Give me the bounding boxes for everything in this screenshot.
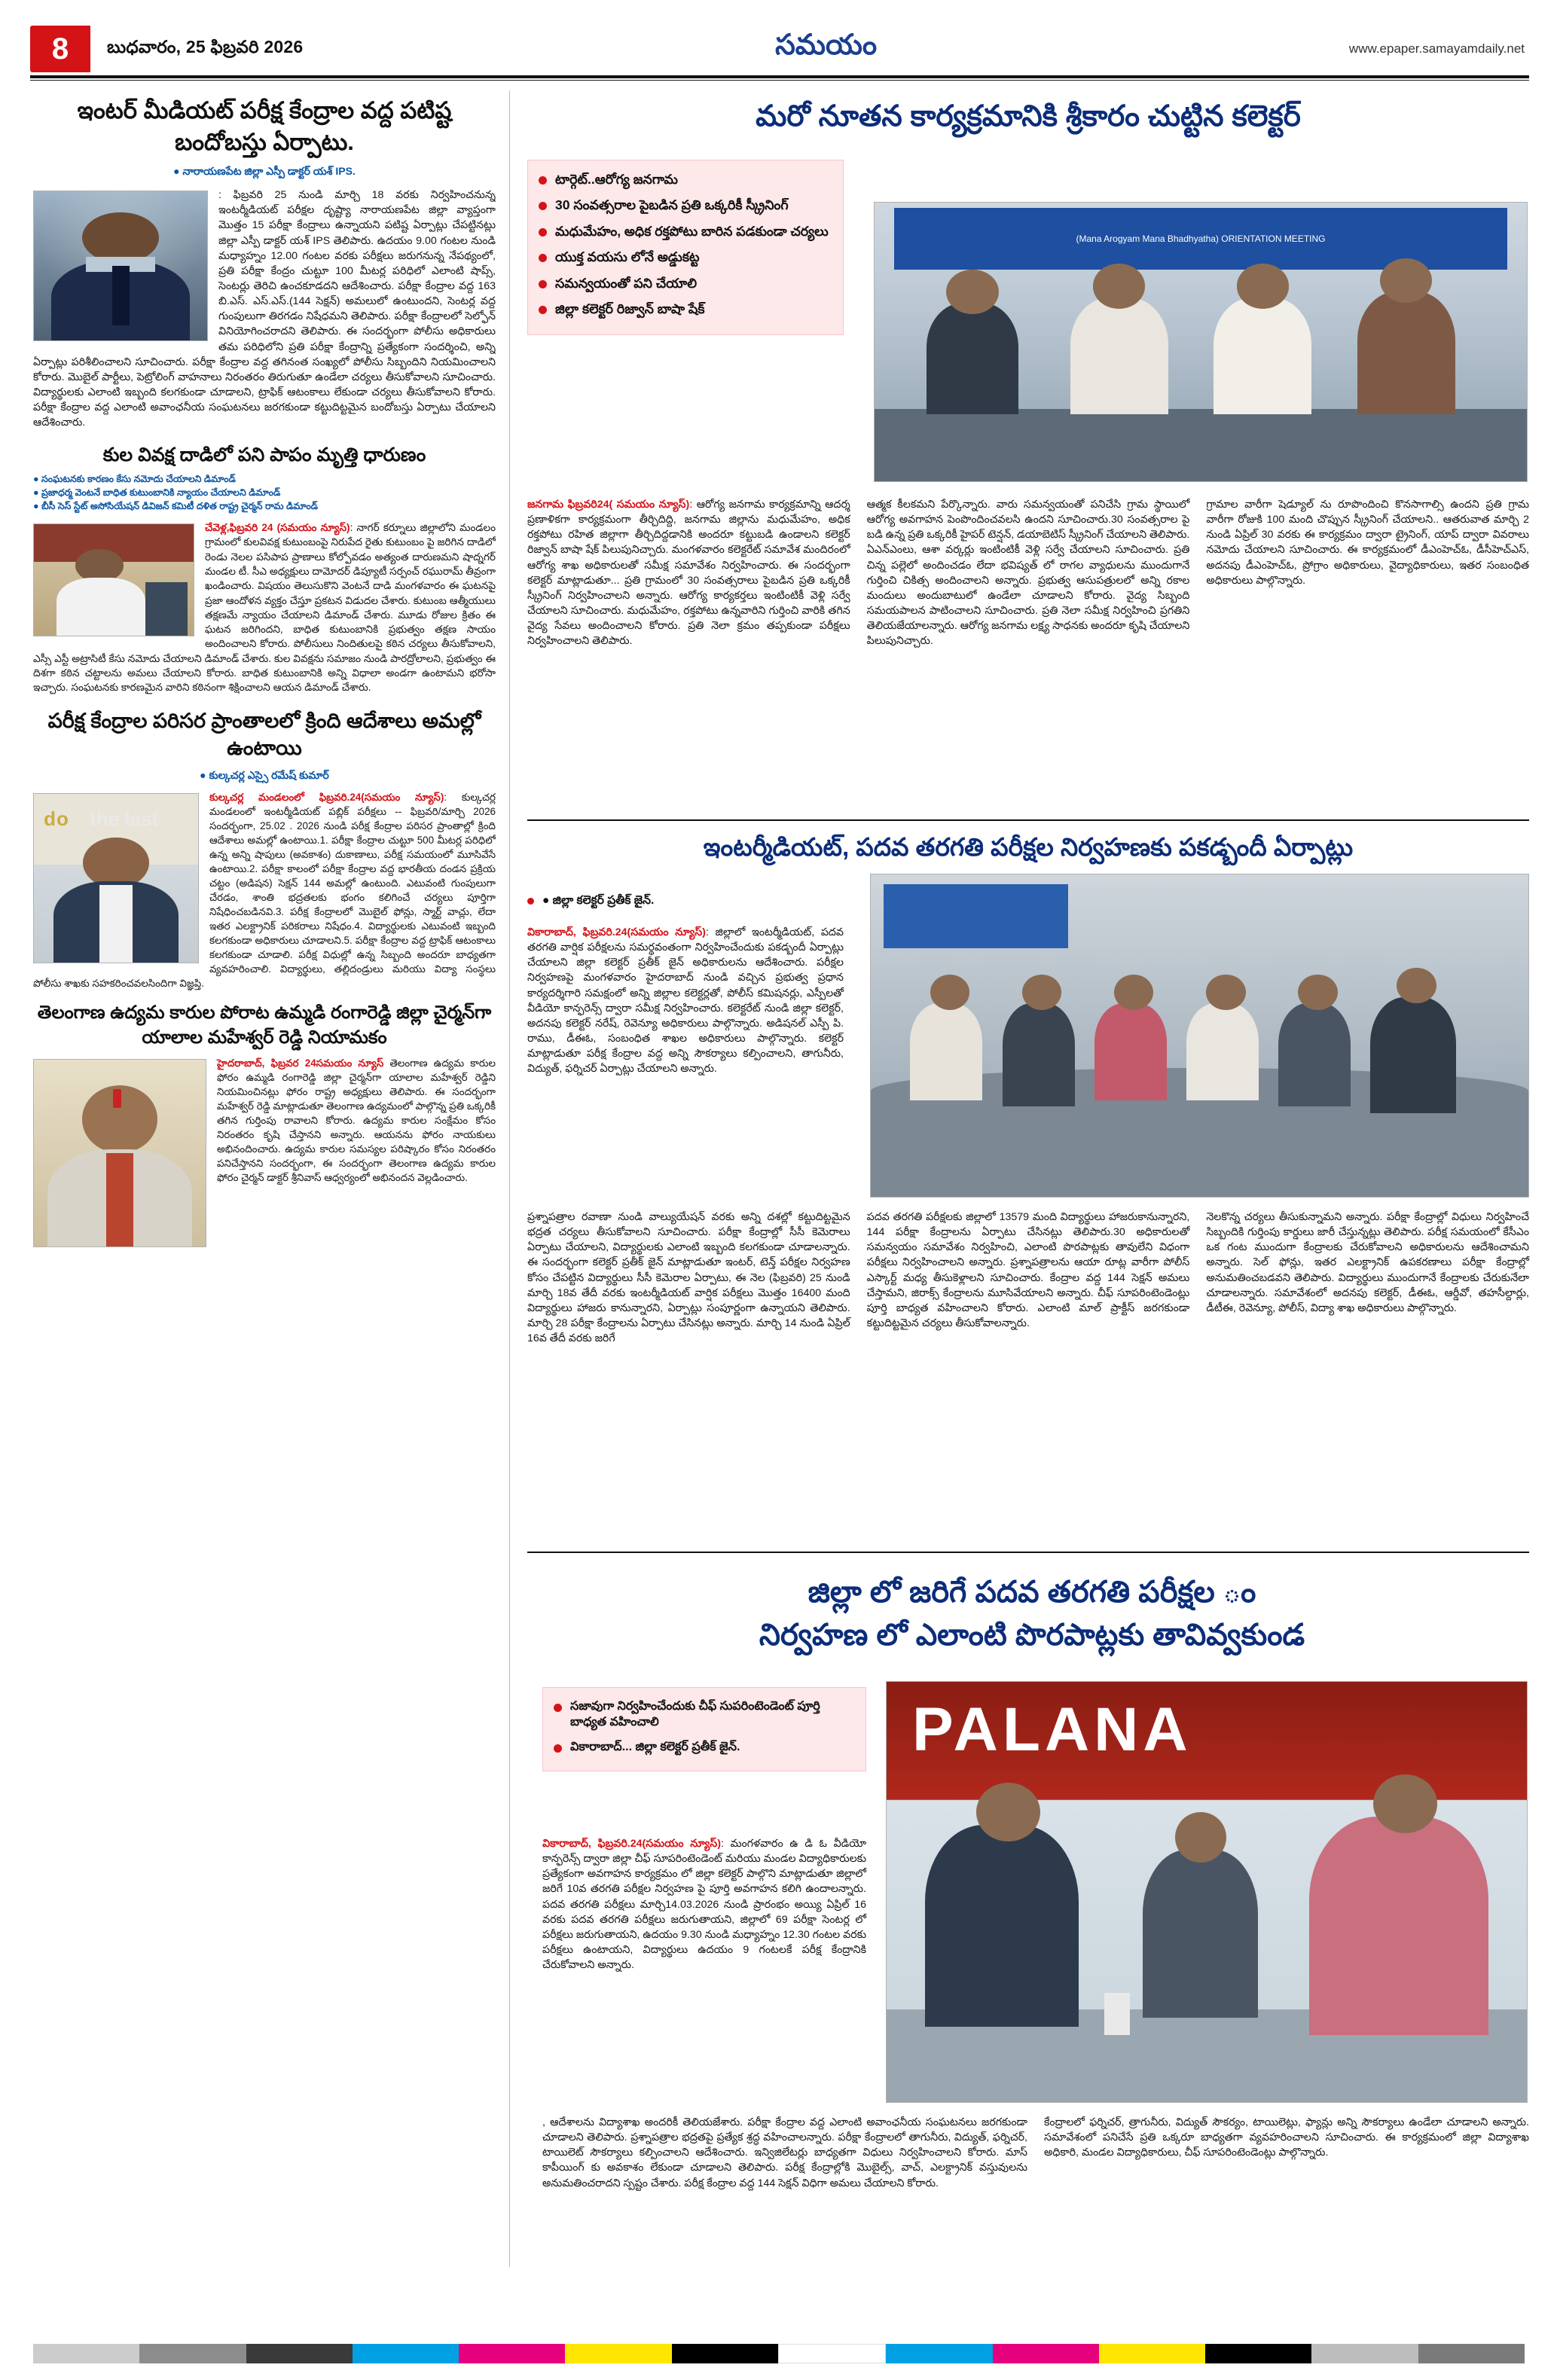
story1-body: : ఫిబ్రవరి 25 నుండి మార్చి 18 వరకు నిర్వహించనున్న ఇంటర్మీడియట్ పరీక్షల దృష్ట్యా నారాయణపేట జిల్లా వ్యాప్తంగా మొత్తం 15 పరీక్షా కేంద్రాలు ఉన్నాయని పటిష్ట ఏర్పాట్లు చేపట్టినట్లు జిల్లా ఎస్పీ డాక్టర్ యశ్ IPS తెలిపారు. ఉదయం 9.00 గంటల నుండి మధ్యాహ్నం 12.00 గంటల వరకు పరీక్షలు జరుగనున్న నేపథ్యంలో, ప్రతి పరీక్షా కేంద్రం చుట్టూ 100 మీటర్ల పరిధిలో ఎలాంటి షాప్స్, సెంటర్లు తెరిచి ఉంచకూడదని ఆదేశించారు. పరీక్షా కేంద్రాల వద్ద 163 బి.ఎస్. ఎస్.ఎస్.(144 సెక్షన్) అమలులో ఉంటుందని, సెంటర్ల వద్ద గుంపులుగా తిరగడం నిషేధమని తెలిపారు. పరీక్షా కేంద్రాలలో సెల్ఫోన్ వినియోగించరాదని తెలిపారు. ఈ సందర్భంగా పోలీసు అధికారులు తమ పరిధిలోని ప్రతి పరీక్షా కేంద్రాన్ని ప్రత్యేకంగా సందర్శించి, అన్ని ఏర్పాట్లు పరిశీలించాలని సూచించారు. పరీక్షా కేంద్రాల వద్ద తగినంత సంఖ్యలో పోలీసు సిబ్బందిని నియమించాలని కోరారు. మొబైల్ పార్టీలు, పెట్రోలింగ్ వాహనాలు నిరంతరం తిరుగుతూ ఉండేలా చర్యలు తీసుకోవాలని సూచించారు. విద్యార్థులకు ఎలాంటి ఇబ్బంది కలగకుండా చూడాలని, ట్రాఫిక్ ఆటంకాలు లేకుండా చర్యలు తీసుకోవాలని కోరారు. పరీక్షా కేంద్రాల వద్ద ఎలాంటి అవాంఛనీయ సంఘటనలు జరగకుండా కట్టుదిట్టమైన బందోబస్తు ఏర్పాటు చేయాలని ఆదేశించారు. xyxy=(33,189,496,429)
top-bullet-3: యుక్త వయసు లోనే అడ్డుకట్ట xyxy=(539,249,832,266)
story2-dateline: చేవెళ్ల,ఫిబ్రవరి 24 (సమయం న్యూస్) xyxy=(205,522,350,534)
bottom-story-bullets xyxy=(542,1687,866,1771)
bottom-bullet-1: వికారాబాద్... జిల్లా కలెక్టర్ ప్రతీక్ జైన్. xyxy=(554,1739,855,1755)
mid-story-dateline: వికారాబాద్, ఫిబ్రవరి.24(సమయం న్యూస్) xyxy=(527,926,706,938)
top-bullet-0: టార్గెట్..ఆరోగ్య జనగామ xyxy=(539,171,832,188)
top-story-text-1: : ఆరోగ్య జనగామ కార్యక్రమాన్ని ఆదర్శ ప్రణాళికగా కార్యక్రమంగా తీర్చిదిద్ది, జనగామ జిల్లాను మధుమేహం, అధిక రక్తపోటు రహిత జిల్లాగా తీర్చిదిద్దడానికి అందరూ కట్టుబడి ఉండాలని కలెక్టర్ రిజ్వాన్ బాషా షేక్ పిలుపునిచ్చారు. మంగళవారం కలెక్టరేట్ సమావేశ మందిరంలో ఆరోగ్య శాఖ అధికారులతో సమీక్ష సమావేశం నిర్వహించారు. ఈ సందర్భంగా కలెక్టర్ మాట్లాడుతూ... ప్రతి గ్రామంలో 30 సంవత్సరాలు పైబడిన ప్రతి ఒక్కరికీ స్క్రీనింగ్ నిర్వహించాలని అన్నారు. ఆరోగ్య కార్యకర్తలు ఇంటింటికీ వెళ్లి సర్వే చేయాలని సూచించారు. మధుమేహం, రక్తపోటు ఉన్నవారిని గుర్తించి వారికి తగిన వైద్య సేవలు అందించాలని కోరారు. ప్రతి నెలా క్రమం తప్పకుండా పరీక్షలు నిర్వహించాలని తెలిపారు. xyxy=(527,499,850,648)
mid-story-text-1: : జిల్లాలో ఇంటర్మీడియట్, పదవ తరగతి వార్షిక పరీక్షలను సమర్థవంతంగా నిర్వహించేందుకు పకడ్బందీ ఏర్పాట్లు చేయాలని జిల్లా కలెక్టర్ ప్రతీక్ జైన్ అధికారులను ఆదేశించారు. పరీక్షల నిర్వహణపై మంగళవారం హైదరాబాద్ నుండి వచ్చిన ప్రభుత్వ ప్రధాన కార్యదర్శిగారి సమక్షంలో అన్ని జిల్లాల కలెక్టర్లతో, పోలీస్ కమిషనర్లు, ఎస్పీలతో వీడియో కాన్ఫరెన్స్ ద్వారా సమీక్ష నిర్వహించారు. కలెక్టరేట్ నుండి జిల్లా కలెక్టర్, అదనపు కలెక్టర్ నరేష్, రెవెన్యూ అధికారులు పాల్గొన్నారు. అడిషనల్ ఎస్పీ పి. రాము, డీఈఓ, సంబంధిత శాఖల అధికారులు పాల్గొన్నారు. కలెక్టర్ మాట్లాడుతూ పరీక్ష కేంద్రాల వద్ద అన్ని సౌకర్యాలు కల్పించాలని, తాగునీరు, విద్యుత్, ఫర్నిచర్ ఏర్పాట్లు చేయాలని అన్నారు. xyxy=(527,926,844,1076)
photo-police-officer xyxy=(33,191,208,341)
top-story-dateline: జనగామ ఫిబ్రవరి24( సమయం న్యూస్) xyxy=(527,499,690,511)
story2-headline: కుల వివక్ష దాడిలో పని పాపం మృత్తి ధారుణం xyxy=(102,444,426,465)
top-bullet-5: జిల్లా కలెక్టర్ రిజ్వాన్ బాషా షేక్ xyxy=(539,301,832,318)
bottom-story-text-1: : మంగళవారం ఉ డి ఓ వీడియో కాన్ఫరెన్స్ ద్వారా జిల్లా చీఫ్ సూపరింటెండెంట్ మరియు మండల విద్యాధికారులకు ప్రత్యేకంగా అవగాహన కార్యక్రమం లో జిల్లా కలెక్టర్ పాల్గొని మాట్లాడుతూ జిల్లాలో జరిగే 10వ తరగతి పరీక్షల నిర్వహణ పై పూర్తి అవగాహన కలిగి ఉందాలన్నారు. పదవ తరగతి పరీక్షలు మార్చి14.03.2026 నుండి ప్రారంభం అయ్యి ఏప్రిల్ 16 వరకు పదవ తరగతి పరీక్షలు జరుగుతాయని, జిల్లాలో 69 పరీక్షా సెంటర్ల లో పరీక్షలు జరుగుతాయని, ఉదయం 9.30 నుండి మధ్యాహ్నం 12.30 గంటల వరకు పరీక్షలు ఉంటాయని, విద్యార్థులు ఉదయం 9 గంటలకే పరీక్ష కేంద్రానికి చేరుకోవాలని అన్నారు. xyxy=(542,1838,866,1972)
story3-headline: పరీక్ష కేంద్రాల పరిసర ప్రాంతాలలో క్రింది ఆదేశాలు అమల్లో ఉంటాయి xyxy=(47,709,481,759)
story3-byline: ● కుల్కచర్ల ఎస్సై రమేష్ కుమార్ xyxy=(200,768,329,781)
bottom-story-col2: , ఆదేశాలను విద్యాశాఖ అందరికీ తెలియజేశారు. పరీక్షా కేంద్రాల వద్ద ఎలాంటి అవాంఛనీయ సంఘటనలు జరగకుండా చూడాలని తెలిపారు. ప్రశ్నాపత్రాల భద్రతపై ప్రత్యేక శ్రద్ధ వహించాలన్నారు. పరీక్షా కేంద్రాలలో తాగునీరు, విద్యుత్, ఫర్నిచర్, టాయిలెట్ సౌకర్యాలు కల్పించాలని ఆదేశించారు. ఇన్విజిలేటర్లు బాధ్యతగా విధులు నిర్వహించాలని కోరారు. మాస్ కాపీయింగ్ కు అవకాశం లేకుండా చూడాలని తెలిపారు. పరీక్ష కేంద్రాల్లోకి మొబైల్స్, వాచ్, ఎలక్ట్రానిక్ వస్తువులను అనుమతించరాదని స్పష్టం చేశారు. పరీక్ష కేంద్రాల వద్ద 144 సెక్షన్ విధిగా అమలు చేయాలని కోరారు. xyxy=(542,2116,1027,2189)
bottom-story-dateline: వికారాబాద్, ఫిబ్రవరి.24(సమయం న్యూస్) xyxy=(542,1838,721,1850)
bottom-story-headline xyxy=(542,1571,1522,1657)
mid-story-byline: ● జిల్లా కలెక్టర్ ప్రతీక్ జైన్. xyxy=(527,893,844,909)
left-column xyxy=(33,95,496,1252)
bottom-headline-line2: నిర్వహణ లో ఎలాంటి పొరపాట్లకు తావివ్వకుండ xyxy=(759,1618,1305,1652)
bottom-headline-line1: జిల్లా లో జరిగే పదవ తరగతి పరీక్షల ం xyxy=(808,1576,1256,1609)
mid-story-byline-wrap xyxy=(527,893,844,916)
rule-above-bottom-story xyxy=(527,1552,1529,1553)
mid-story-col3: పదవ తరగతి పరీక్షలకు జిల్లాలో 13579 మంది విద్యార్థులు హాజరుకానున్నారని, 144 పరీక్షా కేంద్రాలను ఏర్పాటు చేసినట్లు తెలిపారు.30 అధికారులతో సమన్వయం సమావేశం నిర్వహించి, ఎలాంటి పొరపాట్లకు తావులేని విధంగా పరీక్షలు నిర్వహించాలని అన్నారు. ప్రశ్నాపత్రాలను ఆయా రూట్ల వారీగా పోలీస్ ఎస్కార్ట్ మధ్య తీసుకెళ్లాలని సూచించారు. కేంద్రాల వద్ద 144 సెక్షన్ అమలు చేస్తామని, జిరాక్స్ కేంద్రాలను మూసివేయాలని అన్నారు. చీఫ్ సూపరింటెండెంట్లు పూర్తి బాధ్యత వహించాలని కోరారు. ఎలాంటి మాల్ ప్రాక్టీస్ జరగకుండా కట్టుదిట్టమైన చర్యలు తీసుకోవాలన్నారు. xyxy=(866,1211,1190,1330)
masthead-url[interactable]: www.epaper.samayamdaily.net xyxy=(1348,41,1525,56)
story3-dateline: కుల్కచర్ల మండలంలో ఫిబ్రవరి.24(సమయం న్యూస్) xyxy=(209,791,444,803)
top-story-body xyxy=(527,497,1529,649)
top-bullet-2: మధుమేహం, అధిక రక్తపోటు బారిన పడకుండా చర్యలు xyxy=(539,223,832,240)
top-story-col1 xyxy=(527,497,850,649)
rule-above-mid-story xyxy=(527,819,1529,821)
top-story-col3: గ్రామాల వారీగా షెడ్యూల్ ను రూపొందించి కొనసాగాల్సి ఉందని ప్రతి గ్రామ వారీగా రోజుకి 100 మంది చొప్పున స్క్రీనింగ్ చేయాలని.. ఆతరువాత మార్చి 2 నుండి ఏప్రిల్ 30 వరకు ఈ కార్యక్రమం ద్వారా ట్రైనింగ్, యాప్ ద్వారా వివరాలు నమోదు చేయాలని సూచించారు. ఈ కార్యక్రమంలో డీఎంహెచ్ఓ, డీసీహెచ్ఎస్, అదనపు డీఎంహెచ్ఓ, ప్రోగ్రాం అధికారులు, వైద్యాధికారులు, ఇతర సంబంధిత అధికారులు పాల్గొన్నారు. xyxy=(1206,499,1530,587)
photo-banner-palana: PALANA xyxy=(912,1695,1192,1764)
photo-collector-review-meeting xyxy=(870,874,1529,1198)
mid-story-col4: నెలకొన్న చర్యలు తీసుకున్నామని అన్నారు. పరీక్షా కేంద్రాల్లో విధులు నిర్వహించే సిబ్బందికి గుర్తింపు కార్డులు జారీ చేస్తున్నట్లు తెలిపారు. పరీక్ష సమయంలో కేసీఎం ఒక గంట ముందుగా కేంద్రాలకు చేరుకోవాలని అధికారులను ఆదేశించామని అన్నారు. సెల్ ఫోన్లు, ఇతర ఎలక్ట్రానిక్ ఉపకరణాలు పరీక్షా కేంద్రాల్లో అనుమతించబడవని తెలిపారు. విద్యార్థులు ముందుగానే కేంద్రాలకు చేరుకునేలా చూడాలన్నారు. సమావేశంలో అదనపు కలెక్టర్, డీఈఓ, ఆర్డీవో, తహసీల్దార్లు, డీటీఈ, రెవెన్యూ, పోలీస్, విద్యా శాఖ అధికారులు పాల్గొన్నారు. xyxy=(1206,1211,1530,1314)
page-number: 8 xyxy=(30,26,90,72)
bottom-story-col1 xyxy=(542,1836,866,1973)
story2-bullet-0: ● సంఘటనకు కారణం కేసు నమోదు చేయాలని డిమాండ్ xyxy=(33,474,236,485)
bottom-bullet-0: సజావుగా నిర్వహించేందుకు చీఫ్ సుపరింటెండెంట్ పూర్తి బాధ్యత వహించాలి xyxy=(554,1698,855,1731)
bottom-story-col3: కేంద్రాలలో ఫర్నిచర్, త్రాగునీరు, విద్యుత్ సౌకర్యం, టాయిలెట్లు, ఫ్యాన్లు అన్ని సౌకర్యాలు ఉండేలా చూడాలని అన్నారు. సమావేశంలో పనిచేసే ప్రతి ఒక్కరూ బాధ్యతగా వ్యవహరించాలని సూచించారు. ఈ కార్యక్రమంలో జిల్లా విద్యాశాఖ అధికారి, మండల విద్యాధికారులు, చీఫ్ సూపరింటెండెంట్లు పాల్గొన్నారు. xyxy=(1044,2116,1529,2159)
photo-speaker-podium xyxy=(33,523,194,636)
registration-color-bar xyxy=(33,2344,1525,2363)
masthead-rule-thin xyxy=(30,80,1529,81)
bottom-story-body-rest xyxy=(542,2115,1529,2191)
story2-bullet-1: ● ప్రజాధర్మ వెంటనే బాధిత కుటుంబానికి న్యాయం చేయాలని డిమాండ్ xyxy=(33,487,281,499)
story2-bullet-2: ● బీసీ సెస్ స్టేట్ అసోసియేషన్ డివిజన్ కమిటీ దళిత రాష్ట్ర చైర్మన్ రామ డిమాండ్ xyxy=(33,501,318,512)
story4-headline: తెలంగాణ ఉద్యమ కారుల పోరాట ఉమ్మడి రంగారెడ్డి జిల్లా చైర్మన్‌గా యాలాల మహేశ్వర్ రెడ్డి నియామకం xyxy=(37,1002,492,1048)
photo-palana-press-meet xyxy=(886,1681,1528,2103)
masthead xyxy=(30,26,1529,72)
photo-banner-text: (Mana Arogyam Mana Bhadhyatha) ORIENTATION MEETING xyxy=(894,208,1507,269)
top-story-bullets xyxy=(527,160,844,335)
masthead-date: బుధవారం, 25 ఫిబ్రవరి 2026 xyxy=(107,36,304,56)
photo-orientation-meeting xyxy=(874,202,1528,482)
story1-headline: ఇంటర్ మీడియట్ పరీక్ష కేంద్రాల వద్ద పటిష్ట బందోబస్తు ఏర్పాటు. xyxy=(77,97,452,155)
photo-officer-portrait: do the last xyxy=(33,793,199,963)
mid-story-headline: ఇంటర్మీడియట్, పదవ తరగతి పరీక్షల నిర్వహణకు పకడ్బందీ ఏర్పాట్లు xyxy=(703,833,1354,861)
masthead-title: సమయం xyxy=(775,29,878,61)
story4-dateline: హైదరాబాద్, ఫిబ్రవర 24సమయం న్యూస్ xyxy=(217,1057,384,1069)
top-story-col2: ఆత్మక కీలకమని పేర్కొన్నారు. వారు సమన్వయంతో పనిచేసి గ్రామ స్థాయిలో ఆరోగ్య అవగాహన పెంపొందించవలసి ఉందని సూచించారు.30 సంవత్సరాల పై బడి ఉన్న ప్రతి ఒక్కరికీ హైపర్ టెన్షన్, డయాబెటిస్ స్క్రీనింగ్ చేయాలని తెలిపారు. ఏఎన్ఎంలు, ఆశా వర్కర్లు ఇంటింటికీ వెళ్లి సర్వే చేయాలని సూచించారు. ప్రతి చిన్న పల్లెలో అందించడం లేదా భవిష్యత్ లో రాగల వ్యాధులను ముందుగానే గుర్తించి చికిత్స అందించాలని అన్నారు. ప్రభుత్వ ఆసుపత్రులలో అన్ని రకాల మందులు అందుబాటులో ఉండేలా చూడాలని కోరారు. వైద్య సిబ్బంది సమయపాలన పాటించాలని సూచించారు. ప్రతి నెలా సమీక్ష నిర్వహించి ప్రగతిని తెలియజేయాలన్నారు. ఆరోగ్య జనగామ లక్ష్య సాధనకు అందరూ కృషి చేయాలని పిలుపునిచ్చారు. xyxy=(866,499,1190,648)
masthead-rule xyxy=(30,75,1529,78)
top-bullet-4: సమన్వయంతో పని చేయాలి xyxy=(539,275,832,292)
mid-story-col2: ప్రశ్నాపత్రాల రవాణా నుండి వాల్యుయేషన్ వరకు అన్ని దశల్లో కట్టుదిట్టమైన భద్రత చర్యలు తీసుకోవాలని సూచించారు. పరీక్షా కేంద్రాల్లో సీసీ కెమెరాలు ఏర్పాటు చేయాలని, విద్యార్థులకు ఎలాంటి ఇబ్బంది కలగకుండా చూడాలన్నారు. ఈ సందర్భంగా కలెక్టర్ ప్రతీక్ జైన్ మాట్లాడుతూ ఇంటర్, టెన్త్ పరీక్షల నిర్వహణ కోసం చేపట్టిన విద్యార్థులు సీసీ కెమెరాల ఏర్పాటు, ఈ నెల (ఫిబ్రవరి) 25 నుండి మార్చి 18వ తేదీ వరకు ఇంటర్మీడియట్ వార్షిక పరీక్షలు మొత్తం 16400 మంది విద్యార్థులు హాజరు కానున్నారని, ఏర్పాట్లు సంపూర్ణంగా ఉన్నాయని తెలిపారు. మార్చి 28 పరీక్షా కేంద్రాలను ఏర్పాటు చేసినట్లు అన్నారు. మార్చి 14 నుండి ఏప్రిల్ 16వ తేదీ వరకు జరిగే xyxy=(527,1211,850,1345)
story1-byline: ● నారాయణపేట జిల్లా ఎస్పీ డాక్టర్ యశ్ IPS. xyxy=(173,165,356,178)
story2-body: : నాగర్ కర్నూలు జిల్లాలోని మండలం గ్రామంలో కులవివక్ష కుటుంబంపై నిరుపేద రైతు కుటుంబం పై జరిగిన దాడిలో రెండు నెలల పసిపాప ప్రాణాలు కోల్పోవడం అత్యంత దారుణమని షాద్నగర్ మండల టీ. సీఎ అధ్యక్షులు దామోదర్ డిప్యూటీ సర్పంచ్ రఘురామ్ తీవ్రంగా ఖండించారు. విషయం తెలుసుకొని వెంటనే దాడి మంగళవారం ఈ ఘటనపై ప్రజా ఆందోళన వ్యక్తం చేస్తూ ప్రకటన విడుదల చేశారు. కుటుంబ ఆత్మీయులు తక్షణమే న్యాయం చేయాలని డిమాండ్ చేశారు. మూడు రోజుల క్రితం ఈ ఘటన జరిగిందని, బాధిత కుటుంబానికి ప్రభుత్వం తక్షణ సాయం అందించాలని కోరారు. పోలీసులు నిందితులపై కఠిన చర్యలు తీసుకోవాలని, ఎస్సీ ఎస్టీ అట్రాసిటీ కేసు నమోదు చేయాలని డిమాండ్ చేశారు. కుల వివక్షను సమాజం నుండి పారద్రోలాలని, ప్రభుత్వం ఈ దిశగా కఠిన చట్టాలను అమలు చేయాలని కోరారు. బాధిత కుటుంబానికి అన్ని విధాలా అండగా ఉంటామని భరోసా ఇచ్చారు. సంఘటనకు కారణమైన వారిని కఠినంగా శిక్షించాలని ఆయన డిమాండ్ చేశారు. xyxy=(33,522,496,694)
story4-body: తెలంగాణ ఉద్యమ కారుల ఫోరం ఉమ్మడి రంగారెడ్డి జిల్లా చైర్మన్‌గా యాలాల మహేశ్వర్ రెడ్డిని నియమించినట్లు ఫోరం రాష్ట్ర అధ్యక్షులు తెలిపారు. ఈ సందర్భంగా మహేశ్వర్ రెడ్డి మాట్లాడుతూ తెలంగాణ ఉద్యమంలో పాల్గొన్న ప్రతి ఒక్కరికీ తగిన గుర్తింపు రావాలని కోరారు. ఉద్యమ కారుల సంక్షేమం కోసం నిరంతరం కృషి చేస్తానని అన్నారు. ఆయనను ఫోరం నాయకులు అభినందించారు. ఉద్యమ కారుల సమస్యల పరిష్కారం కోసం నిరంతరం పనిచేస్తానని సందర్భంగా, ఈ సందర్భంగా తెలంగాణ ఉద్యమ కారుల ఫోరం చైర్మన్ డాక్టర్ శ్రీనివాస్ ఆధ్వర్యంలో అభినందన వెల్లడించారు. xyxy=(217,1057,496,1183)
story3-body: : కుల్కచర్ల మండలంలో ఇంటర్మీడియట్ పబ్లిక్ పరీక్షలు -- ఫిబ్రవరి/మార్చి 2026 సందర్భంగా, 25.02 . 2026 నుండి పరీక్ష కేంద్రాల పరిసర ప్రాంతాల్లో క్రింది ఆదేశాలు అమల్లో ఉంటాయి.1. పరీక్షా కేంద్రాల చుట్టూ 500 మీటర్ల పరిధిలో ఉన్న అన్ని షాపులు (అవకాశం) దుకాణాలు, పరీక్ష సమయంలో మూసివేసే ఉంటాయి.2. పరీక్షా కాలంలో పరీక్షా కేంద్రాల వద్ద భారతీయ దండన ప్రక్రియ చట్టం (అడిషన) సెక్షన్ 144 అమల్లో ఉంటుంది. ఎటువంటి గుంపులుగా చేరడం, శాంతి భద్రతలకు భంగం కలిగించే చర్యలు పూర్తిగా నిషేధించబడినవి.3. పరీక్ష కేంద్రాలలో మొబైల్ ఫోన్లు, స్మార్ట్ వాచ్లు, లేదా ఇతర ఎలక్ట్రానిక్ పరికరాలు నిషేధం.4. విద్యార్థులకు ఎటువంటి ఇబ్బంది కలగకుండా అధికారులు చూడాలని.5. పరీక్షా కేంద్రాల వద్ద ట్రాఫిక్ ఆటంకాలు కలగకుండా చూడాలి. పరీక్ష విధుల్లో ఉన్న సిబ్బంది అందరూ బాధ్యతగా వ్యవహరించాలి. విద్యార్థులు, తల్లిదండ్రులు మరియు విద్యా సంస్థలు పోలీసు శాఖకు సహకరించవలసిందిగా విజ్ఞప్తి. xyxy=(33,791,496,990)
mid-story-body-rest xyxy=(527,1210,1529,1346)
photo-leader-portrait xyxy=(33,1059,206,1247)
top-story-headline: మరో నూతన కార్యక్రమానికి శ్రీకారం చుట్టిన కలెక్టర్ xyxy=(756,100,1301,133)
top-bullet-1: 30 సంవత్సరాల పైబడిన ప్రతి ఒక్కరికీ స్క్రీనింగ్ xyxy=(539,197,832,214)
mid-story-col1 xyxy=(527,925,844,1077)
column-divider-1 xyxy=(509,90,510,2267)
